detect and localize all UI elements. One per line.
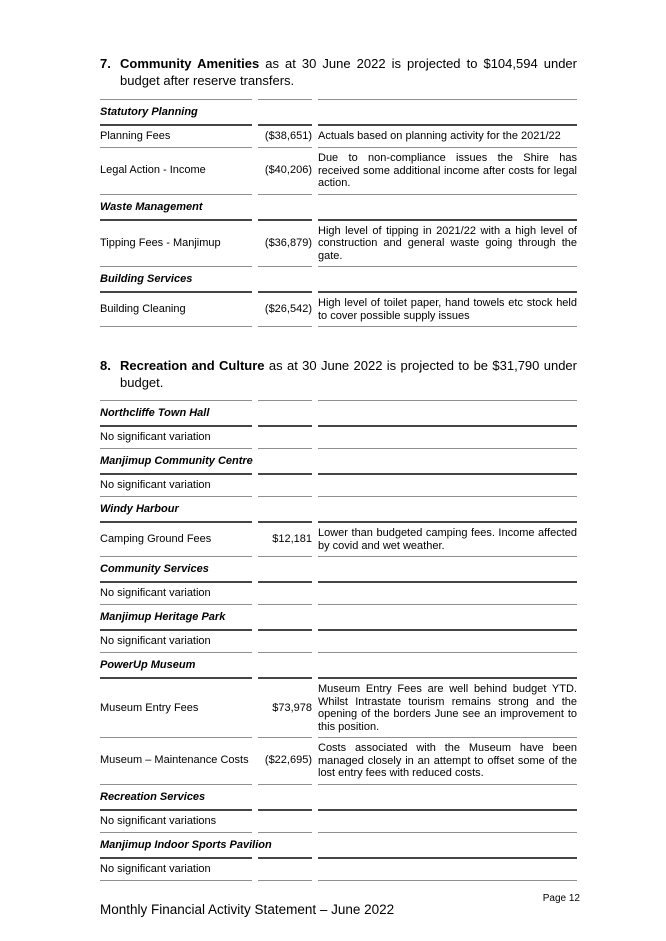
table-row — [100, 427, 577, 449]
empty-cell — [258, 859, 312, 881]
group-heading: Community Services — [100, 557, 252, 583]
empty-cell — [318, 557, 577, 583]
table-group-row — [100, 605, 577, 631]
item-description: High level of tipping in 2021/22 with a high level of construction and general waste going through the gate. — [318, 221, 577, 268]
item-amount: $12,181 — [258, 523, 312, 557]
table-group-row — [100, 497, 577, 523]
group-heading: Statutory Planning — [100, 99, 252, 126]
table-row — [100, 679, 577, 738]
section-recreation-culture — [100, 357, 577, 881]
variations-table-recreation-culture — [94, 400, 583, 881]
empty-cell — [318, 400, 577, 427]
item-amount: ($38,651) — [258, 126, 312, 148]
table-row — [100, 293, 577, 327]
table-row — [100, 811, 577, 833]
item-amount: ($40,206) — [258, 148, 312, 195]
group-heading: Manjimup Heritage Park — [100, 605, 252, 631]
empty-cell — [258, 267, 312, 293]
table-group-row — [100, 653, 577, 679]
item-amount: $73,978 — [258, 679, 312, 738]
empty-cell — [258, 99, 312, 126]
page-number: Page 12 — [542, 893, 580, 904]
empty-cell — [258, 653, 312, 679]
empty-cell — [258, 631, 312, 653]
empty-cell — [318, 583, 577, 605]
empty-cell — [318, 811, 577, 833]
empty-cell — [258, 497, 312, 523]
item-label: Museum – Maintenance Costs — [100, 738, 252, 785]
section-intro — [120, 55, 577, 89]
section-heading — [100, 55, 577, 89]
table-row — [100, 738, 577, 785]
empty-cell — [318, 497, 577, 523]
empty-cell — [318, 195, 577, 221]
empty-cell — [318, 605, 577, 631]
section-community-amenities — [100, 55, 577, 327]
group-heading: Manjimup Indoor Sports Pavilion — [100, 833, 252, 859]
section-intro-text: as at 30 June 2022 is projected to $104,594 under budget after reserve transfers. — [120, 56, 577, 88]
note-text: No significant variation — [100, 859, 252, 881]
group-heading: Manjimup Community Centre — [100, 449, 252, 475]
table-group-row — [100, 557, 577, 583]
table-row — [100, 221, 577, 268]
item-label: Camping Ground Fees — [100, 523, 252, 557]
group-heading: Waste Management — [100, 195, 252, 221]
empty-cell — [318, 267, 577, 293]
section-intro — [120, 357, 577, 391]
table-row — [100, 583, 577, 605]
table-group-row — [100, 267, 577, 293]
section-title: Recreation and Culture — [120, 358, 265, 373]
item-amount: ($36,879) — [258, 221, 312, 268]
group-heading: Windy Harbour — [100, 497, 252, 523]
empty-cell — [258, 449, 312, 475]
table-group-row — [100, 195, 577, 221]
table-group-row — [100, 833, 577, 859]
item-amount: ($22,695) — [258, 738, 312, 785]
section-number: 8. — [100, 358, 111, 373]
section-title: Community Amenities — [120, 56, 260, 71]
note-text: No significant variation — [100, 427, 252, 449]
group-heading: Building Services — [100, 267, 252, 293]
empty-cell — [318, 631, 577, 653]
table-group-row — [100, 99, 577, 126]
empty-cell — [258, 475, 312, 497]
item-label: Legal Action - Income — [100, 148, 252, 195]
item-description: Museum Entry Fees are well behind budget YTD. Whilst Intrastate tourism remains strong and the opening of the borders June see an improvement to this position. — [318, 679, 577, 738]
group-heading: PowerUp Museum — [100, 653, 252, 679]
item-label: Building Cleaning — [100, 293, 252, 327]
empty-cell — [318, 99, 577, 126]
table-group-row — [100, 785, 577, 811]
table-row — [100, 631, 577, 653]
empty-cell — [318, 653, 577, 679]
item-amount: ($26,542) — [258, 293, 312, 327]
empty-cell — [258, 427, 312, 449]
item-label: Planning Fees — [100, 126, 252, 148]
group-heading: Recreation Services — [100, 785, 252, 811]
item-description: High level of toilet paper, hand towels etc stock held to cover possible supply issues — [318, 293, 577, 327]
note-text: No significant variation — [100, 631, 252, 653]
item-description: Lower than budgeted camping fees. Income affected by covid and wet weather. — [318, 523, 577, 557]
empty-cell — [258, 583, 312, 605]
variations-table-community-amenities — [94, 99, 583, 327]
empty-cell — [258, 195, 312, 221]
section-number: 7. — [100, 56, 111, 71]
table-row — [100, 475, 577, 497]
group-heading: Northcliffe Town Hall — [100, 400, 252, 427]
section-intro-text: as at 30 June 2022 is projected to be $31,790 under budget. — [120, 358, 577, 390]
empty-cell — [318, 859, 577, 881]
empty-cell — [258, 811, 312, 833]
section-heading — [100, 357, 577, 391]
note-text: No significant variation — [100, 475, 252, 497]
empty-cell — [318, 475, 577, 497]
table-row — [100, 148, 577, 195]
footer-title: Monthly Financial Activity Statement – June 2022 — [100, 902, 395, 917]
table-group-row — [100, 449, 577, 475]
empty-cell — [258, 400, 312, 427]
table-row — [100, 523, 577, 557]
table-row — [100, 859, 577, 881]
empty-cell — [318, 833, 577, 859]
page-footer — [100, 893, 580, 917]
empty-cell — [318, 449, 577, 475]
empty-cell — [318, 427, 577, 449]
note-text: No significant variations — [100, 811, 252, 833]
item-label: Museum Entry Fees — [100, 679, 252, 738]
empty-cell — [258, 785, 312, 811]
note-text: No significant variation — [100, 583, 252, 605]
table-row — [100, 126, 577, 148]
item-description: Due to non-compliance issues the Shire has received some additional income after costs for legal action. — [318, 148, 577, 195]
empty-cell — [318, 785, 577, 811]
empty-cell — [258, 605, 312, 631]
item-description: Actuals based on planning activity for the 2021/22 — [318, 126, 577, 148]
item-description: Costs associated with the Museum have been managed closely in an attempt to offset some of the lost entry fees with reduced costs. — [318, 738, 577, 785]
table-group-row — [100, 400, 577, 427]
item-label: Tipping Fees - Manjimup — [100, 221, 252, 268]
empty-cell — [258, 557, 312, 583]
